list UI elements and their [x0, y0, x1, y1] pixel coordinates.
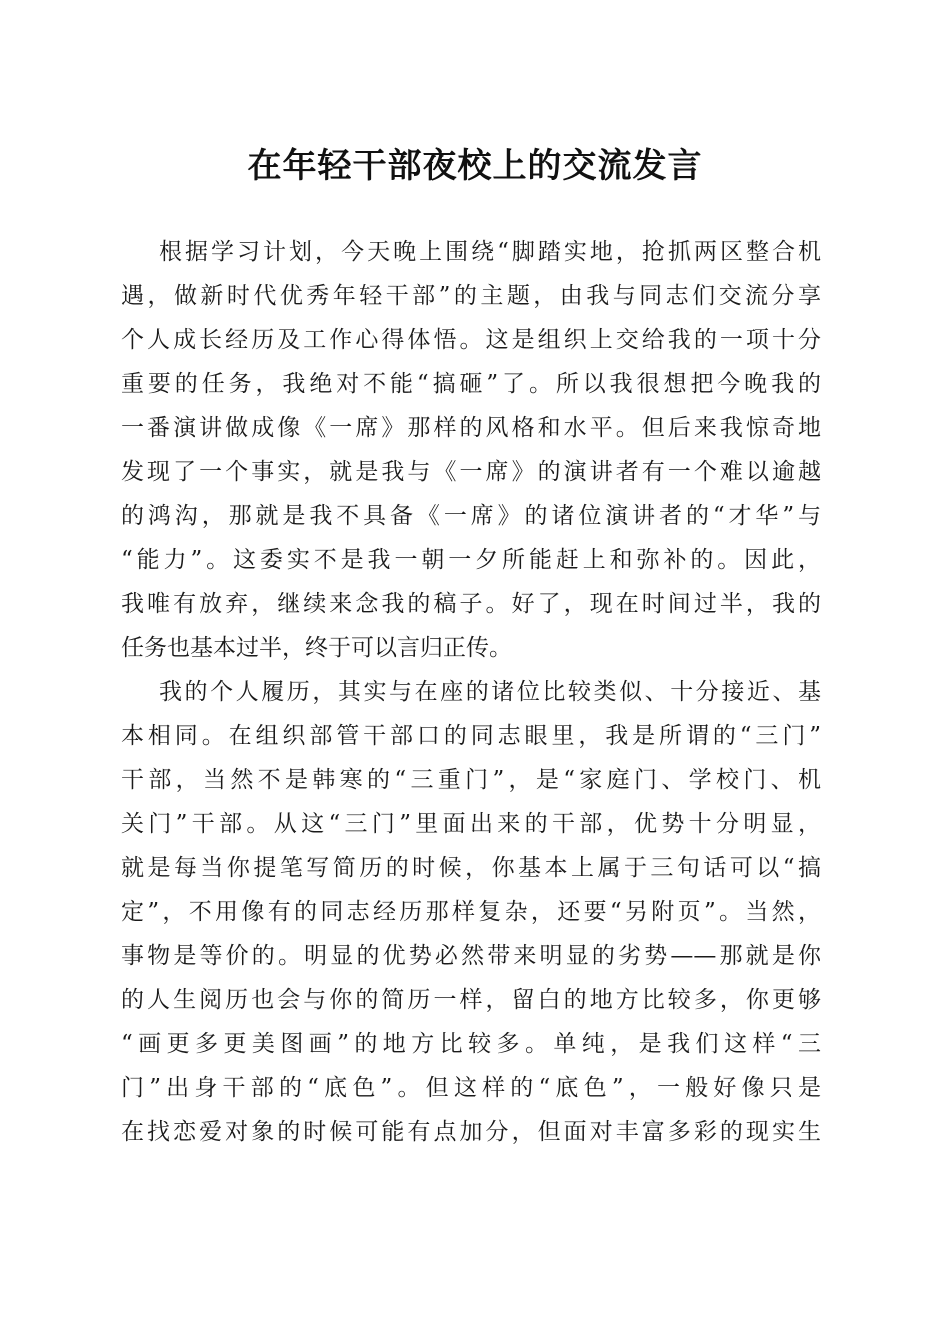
text-line: 关门”干部。从这“三门”里面出来的干部，优势十分明显， — [121, 811, 821, 837]
text-line: 就是每当你提笔写简历的时候，你基本上属于三句话可以“搞 — [121, 855, 821, 881]
text-line: 本相同。在组织部管干部口的同志眼里，我是所谓的“三门” — [121, 723, 821, 749]
text-line: 事物是等价的。明显的优势必然带来明显的劣势——那就是你 — [121, 943, 821, 969]
document-title: 在年轻干部夜校上的交流发言 — [247, 146, 703, 186]
text-line: 的人生阅历也会与你的简历一样，留白的地方比较多，你更够 — [121, 987, 821, 1013]
text-line: 发现了一个事实，就是我与《一席》的演讲者有一个难以逾越 — [121, 459, 821, 485]
text-line: 在找恋爱对象的时候可能有点加分，但面对丰富多彩的现实生 — [121, 1119, 821, 1145]
text-line: “能力”。这委实不是我一朝一夕所能赶上和弥补的。因此， — [121, 547, 821, 573]
text-line: 我唯有放弃，继续来念我的稿子。好了，现在时间过半，我的 — [121, 591, 821, 617]
text-line: 定”，不用像有的同志经历那样复杂，还要“另附页”。当然， — [121, 899, 821, 925]
document-body — [121, 230, 821, 1154]
text-line: 门”出身干部的“底色”。但这样的“底色”，一般好像只是 — [121, 1075, 821, 1101]
text-line: 遇，做新时代优秀年轻干部”的主题，由我与同志们交流分享 — [121, 283, 821, 309]
text-line: 一番演讲做成像《一席》那样的风格和水平。但后来我惊奇地 — [121, 415, 821, 441]
text-line: 个人成长经历及工作心得体悟。这是组织上交给我的一项十分 — [121, 327, 821, 353]
text-line: 任务也基本过半，终于可以言归正传。 — [121, 635, 512, 661]
text-line: 根据学习计划，今天晚上围绕“脚踏实地，抢抓两区整合机 — [159, 239, 821, 265]
text-line: 干部，当然不是韩寒的“三重门”，是“家庭门、学校门、机 — [121, 767, 821, 793]
text-line: 我的个人履历，其实与在座的诸位比较类似、十分接近、基 — [159, 679, 821, 705]
text-line: “画更多更美图画”的地方比较多。单纯，是我们这样“三 — [121, 1031, 821, 1057]
text-line: 重要的任务，我绝对不能“搞砸”了。所以我很想把今晚我的 — [121, 371, 821, 397]
text-line: 的鸿沟，那就是我不具备《一席》的诸位演讲者的“才华”与 — [121, 503, 821, 529]
